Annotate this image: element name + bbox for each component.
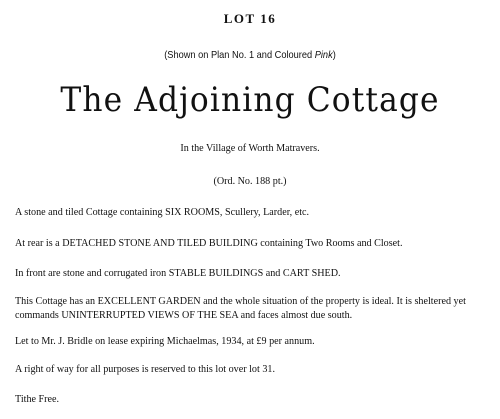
lot-heading: LOT 16 xyxy=(223,11,277,26)
description-paragraph-lease: Let to Mr. J. Bridle on lease expiring Michaelmas, 1934, at £9 per annum. xyxy=(15,335,315,347)
plan-note-suffix: ) xyxy=(332,49,336,61)
description-paragraph-rear-building: At rear is a DETACHED STONE AND TILED BUILDING containing Two Rooms and Closet. xyxy=(15,237,403,249)
description-paragraph-rooms: A stone and tiled Cottage containing SIX ROOMS, Scullery, Larder, etc. xyxy=(15,206,310,218)
description-paragraph-garden: This Cottage has an EXCELLENT GARDEN and the whole situation of the property is ideal. It is sheltered yet commands UNINTERRUPTED VIEWS OF THE SEA and faces almost due south. xyxy=(15,295,466,321)
plan-note xyxy=(30,49,470,61)
description-paragraph-tithe: Tithe Free. xyxy=(15,393,60,405)
description-paragraph-right-of-way: A right of way for all purposes is reserved to this lot over lot 31. xyxy=(15,363,275,375)
ordnance-reference: (Ord. No. 188 pt.) xyxy=(213,175,287,187)
page-title: The Adjoining Cottage xyxy=(60,80,440,120)
plan-note-colour: Pink xyxy=(314,49,333,61)
plan-note-prefix: (Shown on Plan No. 1 and Coloured xyxy=(164,49,315,61)
description-paragraph-stables: In front are stone and corrugated iron STABLE BUILDINGS and CART SHED. xyxy=(15,267,341,279)
location-line: In the Village of Worth Matravers. xyxy=(180,142,320,154)
